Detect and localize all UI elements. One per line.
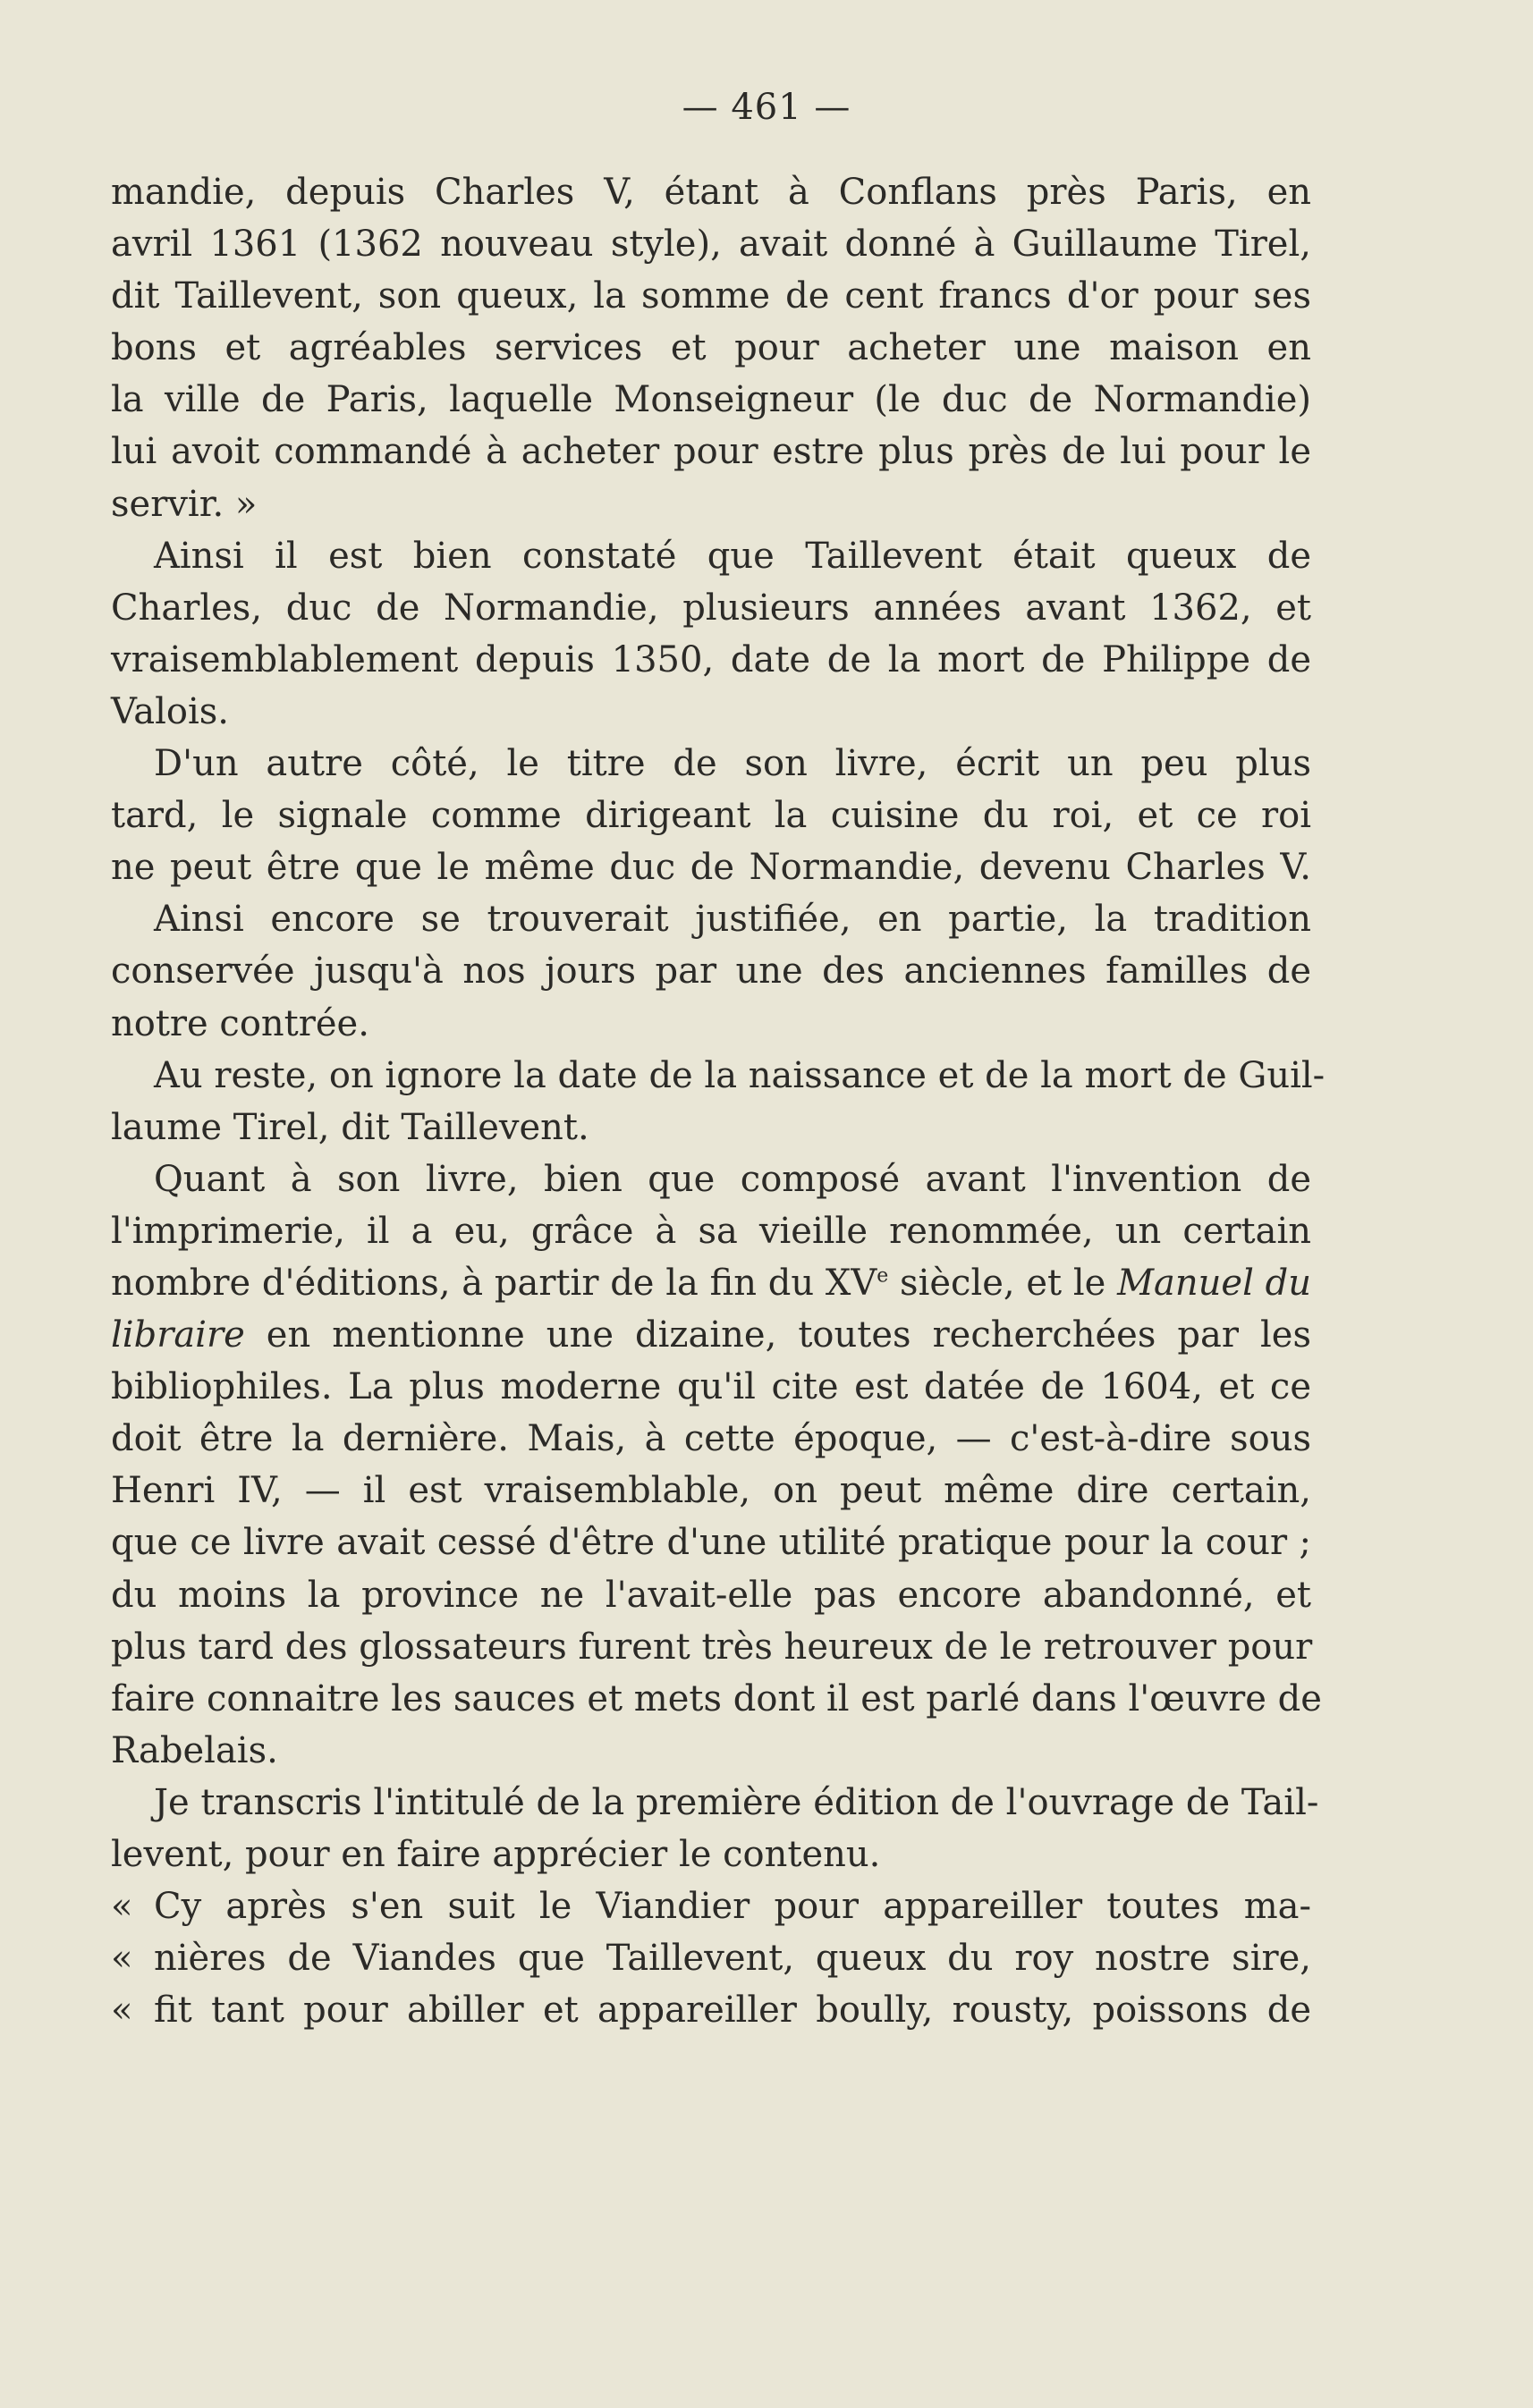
paragraph-start-line: D'un autre côté, le titre de son livre, écrit un peu plus [154,743,1311,785]
text-line: Charles, duc de Normandie, plusieurs années avant 1362, et [111,587,1311,629]
text-line: vraisemblablement depuis 1350, date de la mort de Philippe de [111,638,1311,680]
text-line: dit Taillevent, son queux, la somme de cent francs d'or pour ses [111,275,1311,317]
text-line: tard, le signale comme dirigeant la cuisine du roi, et ce roi [111,795,1311,837]
body-text [111,166,1325,2036]
text-line: laume Tirel, dit Taillevent. [111,1106,589,1148]
text-line [111,1257,1311,1309]
quote-mark: « [111,1990,133,2032]
book-title-italic: libraire [111,1314,245,1356]
paragraph-start-line: Je transcris l'intitulé de la première édition de l'ouvrage de Tail- [154,1781,1319,1823]
text-line: notre contrée. [111,1002,369,1044]
text-line: du moins la province ne l'avait-elle pas encore abandonné, et [111,1574,1311,1616]
text-segment: en mentionne une dizaine, toutes recherchées par les [244,1314,1311,1356]
text-line: plus tard des glossateurs furent très heureux de le retrouver pour [111,1626,1313,1668]
text-line: Henri IV, — il est vraisemblable, on peut même dire certain, [111,1470,1311,1512]
quote-text: nières de Viandes que Taillevent, queux du roy nostre sire, [154,1938,1311,1980]
quote-mark: « [111,1938,133,1980]
text-segment: nombre d'éditions, à partir de la fin du XV [111,1262,877,1304]
text-line: avril 1361 (1362 nouveau style), avait donné à Guillaume Tirel, [111,224,1311,266]
quote-line [111,1880,1311,1932]
text-line: conservée jusqu'à nos jours par une des anciennes familles de [111,951,1311,993]
paragraph-start-line: Au reste, on ignore la date de la naissance et de la mort de Guil- [154,1054,1325,1096]
text-line: ne peut être que le même duc de Normandie, devenu Charles V. [111,847,1311,889]
quote-text: fit tant pour abiller et appareiller boully, rousty, poissons de [154,1990,1311,2032]
quote-mark: « [111,1886,133,1928]
text-line: servir. » [111,483,258,525]
text-line: faire connaitre les sauces et mets dont il est parlé dans l'œuvre de [111,1677,1322,1719]
text-line: lui avoit commandé à acheter pour estre plus près de lui pour le [111,431,1311,473]
text-line: doit être la dernière. Mais, à cette époque, — c'est-à-dire sous [111,1418,1311,1460]
text-line: bons et agréables services et pour acheter une maison en [111,327,1311,369]
book-title-italic: Manuel du [1117,1262,1312,1304]
text-line: que ce livre avait cessé d'être d'une utilité pratique pour la cour ; [111,1522,1311,1564]
text-line: l'imprimerie, il a eu, grâce à sa vieille renommée, un certain [111,1210,1311,1252]
text-segment: siècle, et le [888,1262,1118,1304]
text-line: Rabelais. [111,1729,278,1771]
paragraph-start-line: Ainsi il est bien constaté que Taillevent était queux de [154,535,1311,577]
quote-line [111,1932,1311,1984]
page-number: — 461 — [682,87,851,128]
text-line: mandie, depuis Charles V, étant à Conflans près Paris, en [111,172,1311,213]
quote-line [111,1984,1311,2036]
text-line [111,1309,1311,1361]
text-line: levent, pour en faire apprécier le contenu. [111,1834,881,1875]
quote-text: Cy après s'en suit le Viandier pour appareiller toutes ma- [154,1886,1311,1928]
text-line: la ville de Paris, laquelle Monseigneur (le duc de Normandie) [111,379,1311,421]
superscript: e [877,1264,889,1288]
text-line: Valois. [111,690,229,732]
text-line: bibliophiles. La plus moderne qu'il cite est datée de 1604, et ce [111,1366,1311,1408]
paragraph-start-line: Quant à son livre, bien que composé avant l'invention de [154,1158,1311,1200]
paragraph-start-line: Ainsi encore se trouverait justifiée, en partie, la tradition [154,899,1311,941]
